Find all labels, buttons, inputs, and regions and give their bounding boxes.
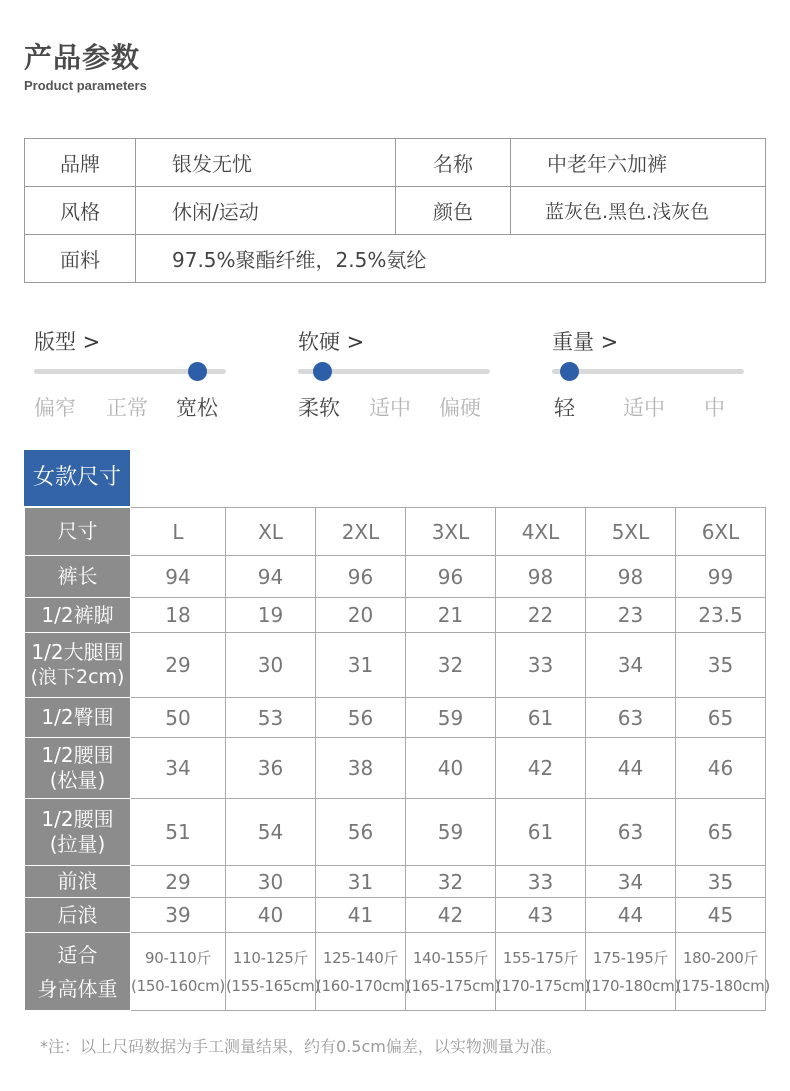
table-cell: 19 xyxy=(226,598,316,633)
row-label: 1/2腰围 (松量) xyxy=(25,738,131,799)
param-value-style: 休闲/运动 xyxy=(136,187,396,235)
table-cell: 29 xyxy=(131,633,226,698)
table-row xyxy=(25,898,766,933)
table-cell: 38 xyxy=(316,738,406,799)
table-cell: 40 xyxy=(226,898,316,933)
param-row-brand xyxy=(25,139,766,187)
row-label: 适合 身高体重 xyxy=(25,933,131,1011)
table-cell: 59 xyxy=(406,799,496,866)
table-cell: 99 xyxy=(676,556,766,598)
table-cell: 44 xyxy=(586,898,676,933)
slider-softness-option: 偏硬 xyxy=(439,396,481,420)
table-cell: 31 xyxy=(316,866,406,898)
table-row xyxy=(25,799,766,866)
size-column-header: 4XL xyxy=(496,508,586,556)
table-cell: 32 xyxy=(406,866,496,898)
table-cell: 22 xyxy=(496,598,586,633)
table-cell: 33 xyxy=(496,866,586,898)
table-cell: 65 xyxy=(676,698,766,738)
table-cell: 96 xyxy=(316,556,406,598)
size-chart-table xyxy=(24,507,770,1011)
param-key-color: 颜色 xyxy=(396,187,511,235)
fit-cell: 90-110斤 (150-160cm) xyxy=(131,933,226,1011)
row-label: 1/2腰围 (拉量) xyxy=(25,799,131,866)
size-header-row xyxy=(25,508,766,556)
table-cell: 23.5 xyxy=(676,598,766,633)
slider-weight-options xyxy=(552,392,752,418)
table-cell: 98 xyxy=(586,556,676,598)
table-row xyxy=(25,698,766,738)
table-cell: 33 xyxy=(496,633,586,698)
table-cell: 45 xyxy=(676,898,766,933)
fit-cell: 140-155斤 (165-175cm) xyxy=(406,933,496,1011)
slider-softness-option: 适中 xyxy=(369,396,411,420)
row-label: 前浪 xyxy=(25,866,131,898)
table-cell: 35 xyxy=(676,633,766,698)
fit-cell: 110-125斤 (155-165cm) xyxy=(226,933,316,1011)
table-row xyxy=(25,866,766,898)
table-cell: 32 xyxy=(406,633,496,698)
fit-cell: 125-140斤 (160-170cm) xyxy=(316,933,406,1011)
param-row-fabric xyxy=(25,235,766,283)
param-row-style xyxy=(25,187,766,235)
table-cell: 35 xyxy=(676,866,766,898)
table-cell: 42 xyxy=(406,898,496,933)
table-cell: 56 xyxy=(316,799,406,866)
page-subtitle: Product parameters xyxy=(24,78,147,93)
size-column-header: 2XL xyxy=(316,508,406,556)
size-chart-title: 女款尺寸 xyxy=(24,450,130,506)
table-cell: 34 xyxy=(586,866,676,898)
table-cell: 51 xyxy=(131,799,226,866)
param-value-fabric: 97.5%聚酯纤维，2.5%氨纶 xyxy=(136,235,766,283)
table-cell: 65 xyxy=(676,799,766,866)
table-cell: 20 xyxy=(316,598,406,633)
table-cell: 96 xyxy=(406,556,496,598)
slider-softness-track xyxy=(298,369,490,374)
slider-weight-option-selected: 轻 xyxy=(554,396,575,420)
slider-softness-label: 软硬 > xyxy=(298,330,365,354)
size-column-header: 5XL xyxy=(586,508,676,556)
slider-weight-label: 重量 > xyxy=(552,330,619,354)
table-cell: 54 xyxy=(226,799,316,866)
table-cell: 46 xyxy=(676,738,766,799)
product-parameters-table xyxy=(24,138,766,283)
slider-weight xyxy=(552,326,752,418)
slider-fit-option: 偏窄 xyxy=(34,396,76,420)
size-column-header: L xyxy=(131,508,226,556)
slider-fit-option: 正常 xyxy=(106,396,148,420)
table-cell: 30 xyxy=(226,866,316,898)
table-cell: 61 xyxy=(496,698,586,738)
table-cell: 36 xyxy=(226,738,316,799)
table-cell: 29 xyxy=(131,866,226,898)
param-key-style: 风格 xyxy=(25,187,136,235)
slider-fit-options xyxy=(34,392,234,418)
param-value-color: 蓝灰色.黑色.浅灰色 xyxy=(511,187,766,235)
table-row xyxy=(25,598,766,633)
table-cell: 42 xyxy=(496,738,586,799)
table-cell: 53 xyxy=(226,698,316,738)
slider-softness xyxy=(298,326,498,418)
table-cell: 23 xyxy=(586,598,676,633)
fit-cell: 155-175斤 (170-175cm) xyxy=(496,933,586,1011)
fit-row xyxy=(25,933,766,1011)
param-key-fabric: 面料 xyxy=(25,235,136,283)
table-cell: 50 xyxy=(131,698,226,738)
table-cell: 41 xyxy=(316,898,406,933)
table-cell: 40 xyxy=(406,738,496,799)
table-cell: 94 xyxy=(131,556,226,598)
size-column-header: XL xyxy=(226,508,316,556)
slider-weight-track xyxy=(552,369,744,374)
row-label: 1/2大腿围 (浪下2cm) xyxy=(25,633,131,698)
size-column-header: 6XL xyxy=(676,508,766,556)
table-row xyxy=(25,556,766,598)
table-cell: 31 xyxy=(316,633,406,698)
fit-cell: 180-200斤 (175-180cm) xyxy=(676,933,766,1011)
table-cell: 44 xyxy=(586,738,676,799)
table-row xyxy=(25,738,766,799)
table-cell: 56 xyxy=(316,698,406,738)
slider-softness-options xyxy=(298,392,498,418)
table-cell: 61 xyxy=(496,799,586,866)
table-cell: 39 xyxy=(131,898,226,933)
slider-softness-option-selected: 柔软 xyxy=(298,396,340,420)
param-key-brand: 品牌 xyxy=(25,139,136,187)
slider-softness-knob xyxy=(313,362,332,381)
table-cell: 30 xyxy=(226,633,316,698)
table-cell: 98 xyxy=(496,556,586,598)
slider-fit-knob xyxy=(188,362,207,381)
slider-weight-knob xyxy=(560,362,579,381)
page-title: 产品参数 xyxy=(24,41,141,74)
measurement-note: *注：以上尺码数据为手工测量结果，约有0.5cm偏差，以实物测量为准。 xyxy=(40,1037,562,1056)
slider-weight-option: 适中 xyxy=(623,396,665,420)
row-label: 1/2裤脚 xyxy=(25,598,131,633)
fit-cell: 175-195斤 (170-180cm) xyxy=(586,933,676,1011)
table-row xyxy=(25,633,766,698)
table-cell: 59 xyxy=(406,698,496,738)
param-value-name: 中老年六加裤 xyxy=(511,139,766,187)
table-cell: 43 xyxy=(496,898,586,933)
slider-weight-option: 中 xyxy=(704,396,725,420)
table-cell: 18 xyxy=(131,598,226,633)
row-label: 后浪 xyxy=(25,898,131,933)
row-label: 1/2臀围 xyxy=(25,698,131,738)
size-column-header: 3XL xyxy=(406,508,496,556)
table-cell: 63 xyxy=(586,799,676,866)
table-cell: 34 xyxy=(586,633,676,698)
param-key-name: 名称 xyxy=(396,139,511,187)
table-cell: 21 xyxy=(406,598,496,633)
slider-fit-track xyxy=(34,369,226,374)
table-cell: 63 xyxy=(586,698,676,738)
slider-fit-option-selected: 宽松 xyxy=(176,396,218,420)
slider-fit xyxy=(34,326,234,418)
row-label: 裤长 xyxy=(25,556,131,598)
param-value-brand: 银发无忧 xyxy=(136,139,396,187)
size-column-header: 尺寸 xyxy=(25,508,131,556)
table-cell: 94 xyxy=(226,556,316,598)
table-cell: 34 xyxy=(131,738,226,799)
slider-fit-label: 版型 > xyxy=(34,330,101,354)
